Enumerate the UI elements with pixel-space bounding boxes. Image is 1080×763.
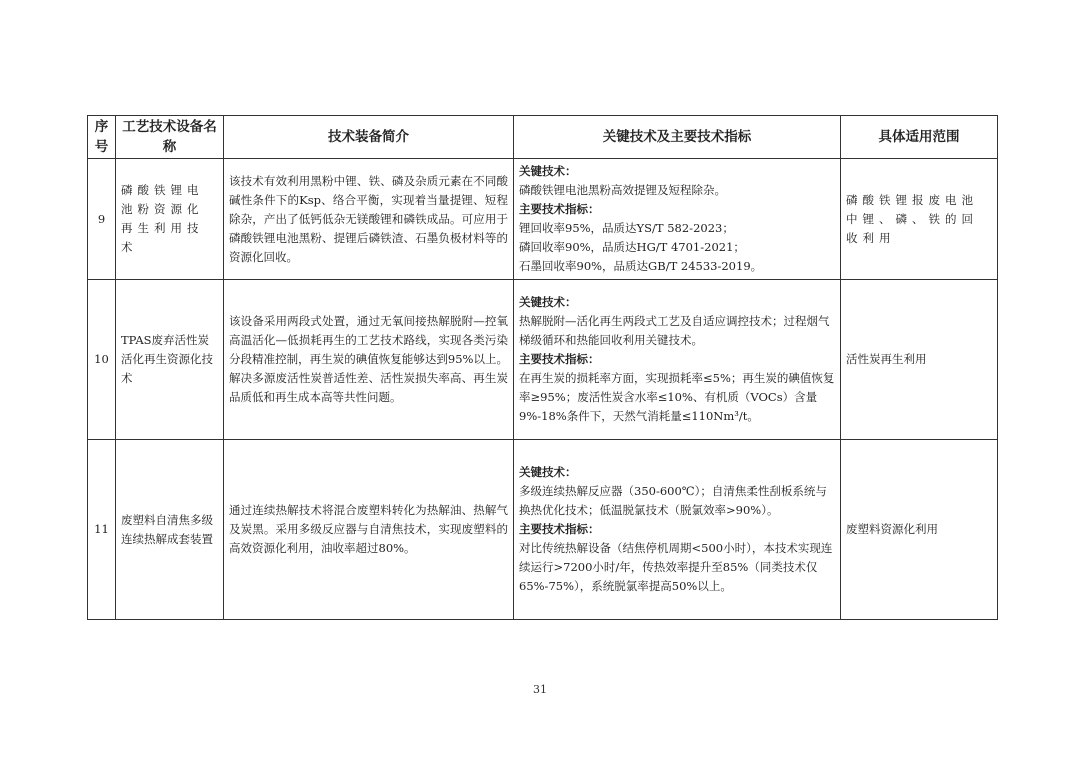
index-line: 在再生炭的损耗率方面，实现损耗率≤5%；再生炭的碘值恢复率≥95%；废活性炭含水率≤10%、有机质（VOCs）含量9%-18%条件下，天然气消耗量≤110Nm³/t。 [519,371,835,423]
key-tech-text: 热解脱附—活化再生两段式工艺及自适应调控技术；过程烟气梯级循环和热能回收利用关键技术。 [519,314,830,347]
technology-table [87,115,998,620]
index-line: 锂回收率95%，品质达YS/T 582-2023； [519,221,734,235]
key-tech-label: 关键技术： [519,164,577,178]
scope: 活性炭再生利用 [841,280,998,440]
tech-intro: 通过连续热解技术将混合废塑料转化为热解油、热解气及炭黑。采用多级反应器与自清焦技术，实现废塑料的高效资源化利用，油收率超过80%。 [224,440,514,620]
key-tech-text: 多级连续热解反应器（350-600℃）；自清焦柔性刮板系统与换热优化技术；低温脱氯技术（脱氯效率>90%）。 [519,484,827,517]
header-seq: 序号 [88,116,116,159]
tech-name: TPAS废弃活性炭活化再生资源化技术 [116,280,224,440]
tech-name: 磷酸铁锂电池粉资源化再生利用技术 [116,159,224,280]
tech-name: 废塑料自清焦多级连续热解成套装置 [116,440,224,620]
row-number: 11 [88,440,116,620]
index-line: 对比传统热解设备（结焦停机周期<500小时），本技术实现连续运行>7200小时/年，传热效率提升至85%（同类技术仅65%-75%），系统脱氯率提高50%以上。 [519,541,833,593]
key-tech-cell [514,440,841,620]
table-row [88,159,998,280]
key-tech-text: 磷酸铁锂电池黑粉高效提锂及短程除杂。 [519,183,726,197]
index-label: 主要技术指标： [519,522,600,536]
row-number: 10 [88,280,116,440]
header-scope: 具体适用范围 [841,116,998,159]
header-name: 工艺技术设备名称 [116,116,224,159]
key-tech-label: 关键技术： [519,295,577,309]
key-tech-cell [514,159,841,280]
scope: 磷酸铁锂报废电池中锂、磷、铁的回收利用 [841,159,998,280]
tech-intro: 该技术有效利用黑粉中锂、铁、磷及杂质元素在不同酸碱性条件下的Ksp、络合平衡，实现着当量提锂、短程除杂，产出了低钙低杂无镁酸锂和磷铁成品。可应用于磷酸铁锂电池黑粉、提锂后磷铁渣、石墨负极材料等的资源化回收。 [224,159,514,280]
header-intro: 技术装备简介 [224,116,514,159]
key-tech-cell [514,280,841,440]
index-label: 主要技术指标： [519,352,600,366]
table-header-row [88,116,998,159]
table-row [88,440,998,620]
row-number: 9 [88,159,116,280]
index-label: 主要技术指标： [519,202,600,216]
page-number: 31 [533,683,547,696]
key-tech-label: 关键技术： [519,465,577,479]
index-line: 石墨回收率90%，品质达GB/T 24533-2019。 [519,259,763,273]
header-key: 关键技术及主要技术指标 [514,116,841,159]
tech-intro: 该设备采用两段式处置，通过无氧间接热解脱附—控氧高温活化—低损耗再生的工艺技术路线，实现各类污染分段精准控制，再生炭的碘值恢复能够达到95%以上。解决多源废活性炭普适性差、活性炭损失率高、再生炭品质低和再生成本高等共性问题。 [224,280,514,440]
scope: 废塑料资源化利用 [841,440,998,620]
table-row [88,280,998,440]
index-line: 磷回收率90%，品质达HG/T 4701-2021； [519,240,745,254]
